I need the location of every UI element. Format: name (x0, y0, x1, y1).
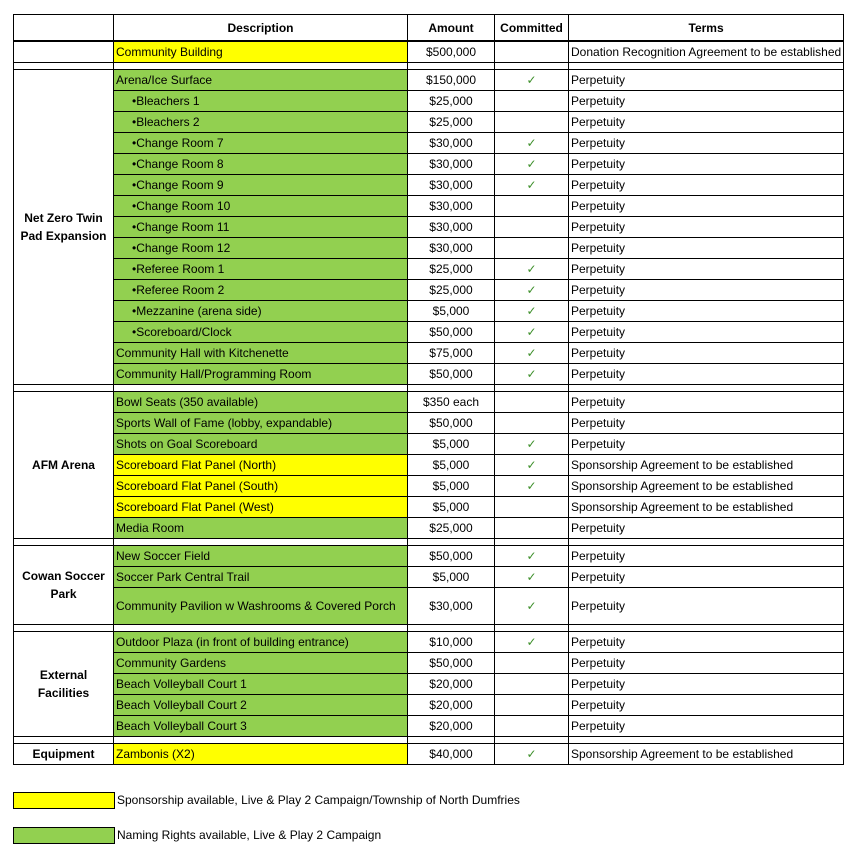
spacer-cell (408, 63, 495, 70)
committed-cell (495, 497, 569, 518)
amount-cell: $30,000 (408, 588, 495, 625)
description-cell: •Change Room 10 (114, 196, 408, 217)
table-row (14, 695, 844, 716)
amount-cell: $20,000 (408, 716, 495, 737)
committed-check-icon: ✓ (495, 154, 569, 175)
amount-cell: $500,000 (408, 41, 495, 63)
terms-cell: Perpetuity (569, 716, 844, 737)
terms-cell: Perpetuity (569, 588, 844, 625)
table-row (14, 588, 844, 625)
section-label: Equipment (14, 744, 114, 765)
description-cell: •Scoreboard/Clock (114, 322, 408, 343)
table-row (14, 133, 844, 154)
amount-cell: $150,000 (408, 70, 495, 91)
spacer-cell (495, 539, 569, 546)
description-cell: •Referee Room 2 (114, 280, 408, 301)
spacer-cell (14, 625, 114, 632)
amount-cell: $5,000 (408, 455, 495, 476)
table-row (14, 744, 844, 765)
terms-cell: Perpetuity (569, 217, 844, 238)
committed-check-icon: ✓ (495, 744, 569, 765)
table-row (14, 364, 844, 385)
sponsorship-table (13, 14, 844, 765)
header-section (14, 15, 114, 42)
committed-check-icon: ✓ (495, 364, 569, 385)
table-row (14, 70, 844, 91)
spacer-cell (14, 737, 114, 744)
table-row (14, 413, 844, 434)
table-row (14, 567, 844, 588)
section-spacer (14, 737, 844, 744)
description-cell: Beach Volleyball Court 2 (114, 695, 408, 716)
table-row (14, 653, 844, 674)
description-cell: Sports Wall of Fame (lobby, expandable) (114, 413, 408, 434)
spacer-cell (114, 625, 408, 632)
table-row (14, 455, 844, 476)
description-cell: •Bleachers 2 (114, 112, 408, 133)
description-cell: •Bleachers 1 (114, 91, 408, 112)
header-committed: Committed (495, 15, 569, 42)
description-cell: Community Pavilion w Washrooms & Covered Porch (114, 588, 408, 625)
terms-cell: Perpetuity (569, 653, 844, 674)
terms-cell: Sponsorship Agreement to be established (569, 476, 844, 497)
terms-cell: Sponsorship Agreement to be established (569, 744, 844, 765)
header-terms: Terms (569, 15, 844, 42)
spacer-cell (495, 737, 569, 744)
amount-cell: $30,000 (408, 175, 495, 196)
amount-cell: $25,000 (408, 112, 495, 133)
table-row (14, 322, 844, 343)
terms-cell: Perpetuity (569, 175, 844, 196)
table-row (14, 280, 844, 301)
table-row (14, 301, 844, 322)
terms-cell: Perpetuity (569, 364, 844, 385)
table-row (14, 196, 844, 217)
terms-cell: Perpetuity (569, 343, 844, 364)
header-amount: Amount (408, 15, 495, 42)
terms-cell: Perpetuity (569, 112, 844, 133)
section-spacer (14, 539, 844, 546)
amount-cell: $30,000 (408, 196, 495, 217)
terms-cell: Perpetuity (569, 434, 844, 455)
committed-check-icon: ✓ (495, 280, 569, 301)
terms-cell: Perpetuity (569, 322, 844, 343)
committed-cell (495, 716, 569, 737)
terms-cell: Perpetuity (569, 695, 844, 716)
committed-check-icon: ✓ (495, 322, 569, 343)
amount-cell: $50,000 (408, 653, 495, 674)
committed-cell (495, 518, 569, 539)
amount-cell: $5,000 (408, 567, 495, 588)
terms-cell: Perpetuity (569, 546, 844, 567)
committed-cell (495, 695, 569, 716)
terms-cell: Perpetuity (569, 196, 844, 217)
description-cell: •Change Room 8 (114, 154, 408, 175)
committed-check-icon: ✓ (495, 546, 569, 567)
table-row (14, 175, 844, 196)
committed-check-icon: ✓ (495, 133, 569, 154)
sponsorship-table-container (13, 14, 844, 765)
description-cell: •Change Room 11 (114, 217, 408, 238)
terms-cell: Perpetuity (569, 238, 844, 259)
description-cell: Beach Volleyball Court 1 (114, 674, 408, 695)
terms-cell: Sponsorship Agreement to be established (569, 497, 844, 518)
terms-cell: Perpetuity (569, 133, 844, 154)
description-cell: Shots on Goal Scoreboard (114, 434, 408, 455)
amount-cell: $30,000 (408, 133, 495, 154)
committed-cell (495, 238, 569, 259)
committed-check-icon: ✓ (495, 434, 569, 455)
table-row (14, 632, 844, 653)
amount-cell: $50,000 (408, 322, 495, 343)
table-row (14, 343, 844, 364)
description-cell: •Change Room 7 (114, 133, 408, 154)
amount-cell: $5,000 (408, 497, 495, 518)
section-label: Cowan Soccer Park (14, 546, 114, 625)
description-cell: •Referee Room 1 (114, 259, 408, 280)
table-row (14, 154, 844, 175)
amount-cell: $25,000 (408, 518, 495, 539)
committed-check-icon: ✓ (495, 301, 569, 322)
committed-check-icon: ✓ (495, 476, 569, 497)
description-cell: Community Building (114, 41, 408, 63)
terms-cell: Perpetuity (569, 154, 844, 175)
spacer-cell (408, 539, 495, 546)
spacer-cell (569, 539, 844, 546)
terms-cell: Perpetuity (569, 674, 844, 695)
header-row (14, 15, 844, 42)
description-cell: •Mezzanine (arena side) (114, 301, 408, 322)
amount-cell: $25,000 (408, 280, 495, 301)
description-cell: Bowl Seats (350 available) (114, 392, 408, 413)
terms-cell: Perpetuity (569, 280, 844, 301)
legend-swatch-sponsorship (13, 792, 115, 809)
spacer-cell (14, 539, 114, 546)
amount-cell: $30,000 (408, 217, 495, 238)
terms-cell: Perpetuity (569, 91, 844, 112)
terms-cell: Perpetuity (569, 301, 844, 322)
committed-cell (495, 653, 569, 674)
description-cell: Zambonis (X2) (114, 744, 408, 765)
amount-cell: $5,000 (408, 476, 495, 497)
table-row (14, 112, 844, 133)
committed-cell (495, 91, 569, 112)
section-spacer (14, 63, 844, 70)
section-label: Net Zero Twin Pad Expansion (14, 70, 114, 385)
spacer-cell (408, 737, 495, 744)
legend-label-naming: Naming Rights available, Live & Play 2 Campaign (117, 828, 382, 842)
section-label (14, 41, 114, 63)
spacer-cell (569, 385, 844, 392)
description-cell: Outdoor Plaza (in front of building entrance) (114, 632, 408, 653)
spacer-cell (114, 63, 408, 70)
terms-cell: Perpetuity (569, 567, 844, 588)
terms-cell: Perpetuity (569, 259, 844, 280)
amount-cell: $50,000 (408, 364, 495, 385)
legend-swatch-naming (13, 827, 115, 844)
spacer-cell (495, 625, 569, 632)
committed-check-icon: ✓ (495, 343, 569, 364)
spacer-cell (569, 625, 844, 632)
table-row (14, 91, 844, 112)
description-cell: Community Gardens (114, 653, 408, 674)
table-body (14, 41, 844, 765)
committed-cell (495, 41, 569, 63)
committed-cell (495, 674, 569, 695)
table-row (14, 716, 844, 737)
terms-cell: Perpetuity (569, 518, 844, 539)
amount-cell: $25,000 (408, 259, 495, 280)
amount-cell: $50,000 (408, 546, 495, 567)
spacer-cell (114, 737, 408, 744)
description-cell: Scoreboard Flat Panel (West) (114, 497, 408, 518)
amount-cell: $30,000 (408, 238, 495, 259)
section-label: External Facilities (14, 632, 114, 737)
description-cell: New Soccer Field (114, 546, 408, 567)
committed-cell (495, 196, 569, 217)
table-row (14, 476, 844, 497)
spacer-cell (14, 63, 114, 70)
section-spacer (14, 385, 844, 392)
description-cell: Scoreboard Flat Panel (South) (114, 476, 408, 497)
table-row (14, 546, 844, 567)
committed-check-icon: ✓ (495, 70, 569, 91)
amount-cell: $50,000 (408, 413, 495, 434)
description-cell: Arena/Ice Surface (114, 70, 408, 91)
table-row (14, 259, 844, 280)
committed-check-icon: ✓ (495, 632, 569, 653)
amount-cell: $40,000 (408, 744, 495, 765)
description-cell: •Change Room 12 (114, 238, 408, 259)
table-row (14, 518, 844, 539)
description-cell: Beach Volleyball Court 3 (114, 716, 408, 737)
terms-cell: Perpetuity (569, 413, 844, 434)
amount-cell: $10,000 (408, 632, 495, 653)
amount-cell: $350 each (408, 392, 495, 413)
section-spacer (14, 625, 844, 632)
table-row (14, 497, 844, 518)
committed-cell (495, 413, 569, 434)
table-row (14, 238, 844, 259)
table-row (14, 392, 844, 413)
amount-cell: $20,000 (408, 674, 495, 695)
table-row (14, 434, 844, 455)
amount-cell: $5,000 (408, 434, 495, 455)
table-row (14, 674, 844, 695)
spacer-cell (114, 385, 408, 392)
section-label: AFM Arena (14, 392, 114, 539)
description-cell: Community Hall/Programming Room (114, 364, 408, 385)
amount-cell: $25,000 (408, 91, 495, 112)
description-cell: Scoreboard Flat Panel (North) (114, 455, 408, 476)
spacer-cell (495, 385, 569, 392)
table-row (14, 217, 844, 238)
header-description: Description (114, 15, 408, 42)
terms-cell: Sponsorship Agreement to be established (569, 455, 844, 476)
amount-cell: $30,000 (408, 154, 495, 175)
committed-cell (495, 392, 569, 413)
terms-cell: Perpetuity (569, 632, 844, 653)
committed-cell (495, 112, 569, 133)
terms-cell: Perpetuity (569, 70, 844, 91)
spacer-cell (14, 385, 114, 392)
committed-check-icon: ✓ (495, 588, 569, 625)
description-cell: Soccer Park Central Trail (114, 567, 408, 588)
spacer-cell (569, 63, 844, 70)
description-cell: Media Room (114, 518, 408, 539)
committed-check-icon: ✓ (495, 455, 569, 476)
committed-check-icon: ✓ (495, 175, 569, 196)
legend-label-sponsorship: Sponsorship available, Live & Play 2 Campaign/Township of North Dumfries (117, 793, 520, 807)
spacer-cell (495, 63, 569, 70)
description-cell: Community Hall with Kitchenette (114, 343, 408, 364)
amount-cell: $20,000 (408, 695, 495, 716)
terms-cell: Donation Recognition Agreement to be established (569, 41, 844, 63)
amount-cell: $5,000 (408, 301, 495, 322)
committed-check-icon: ✓ (495, 567, 569, 588)
description-cell: •Change Room 9 (114, 175, 408, 196)
committed-cell (495, 217, 569, 238)
committed-check-icon: ✓ (495, 259, 569, 280)
spacer-cell (408, 625, 495, 632)
spacer-cell (569, 737, 844, 744)
terms-cell: Perpetuity (569, 392, 844, 413)
spacer-cell (114, 539, 408, 546)
table-row (14, 41, 844, 63)
spacer-cell (408, 385, 495, 392)
amount-cell: $75,000 (408, 343, 495, 364)
